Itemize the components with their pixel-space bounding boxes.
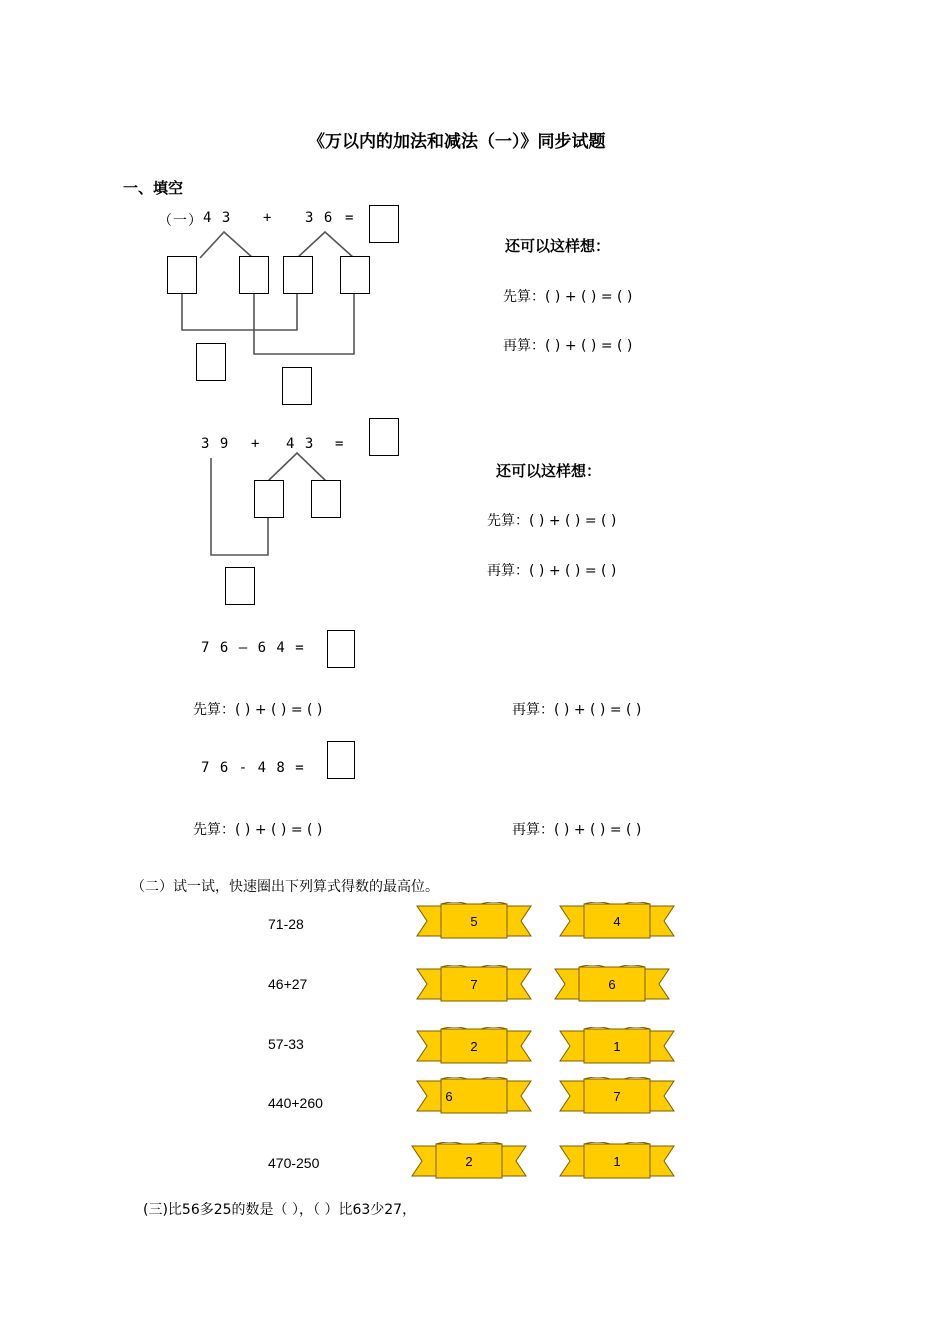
ribbon-option-1b[interactable]: [558, 902, 676, 942]
q1-operator: +: [263, 210, 273, 226]
calc-expression-3: 57-33: [268, 1036, 304, 1052]
calc-expression-4: 440+260: [268, 1095, 323, 1111]
ribbon-option-3a[interactable]: [415, 1027, 533, 1067]
section-heading-fill: 一、填空: [123, 179, 184, 197]
q2-hint-line-2: 再算：( ) + ( ) = ( ): [487, 563, 617, 579]
q2-addend-a: 3 9: [201, 436, 230, 452]
ribbon-number: 7: [613, 1089, 621, 1104]
q3-expression: 7 6 – 6 4 =: [201, 640, 305, 656]
calc-expression-1: 71-28: [268, 916, 304, 932]
ribbon-option-3b[interactable]: [558, 1027, 676, 1067]
q1-addend-a: 4 3: [203, 210, 232, 226]
ribbon-number: 2: [470, 1039, 478, 1054]
ribbon-option-5b[interactable]: [558, 1142, 676, 1182]
q2-split-box-1[interactable]: [254, 480, 284, 518]
ribbon-option-4a[interactable]: [415, 1077, 533, 1117]
page-title: 《万以内的加法和减法（一）》同步试题: [308, 132, 606, 152]
part1-label: （一）: [158, 213, 203, 229]
q3-answer-box[interactable]: [327, 630, 355, 668]
q2-hint-title: 还可以这样想：: [496, 462, 602, 480]
ribbon-number: 5: [470, 914, 478, 929]
ribbon-number: 6: [445, 1089, 453, 1104]
q1-hint-line-1: 先算：( ) + ( ) = ( ): [503, 289, 633, 305]
ribbon-number: 1: [613, 1154, 621, 1169]
ribbon-number: 6: [608, 977, 616, 992]
q4-answer-box[interactable]: [327, 741, 355, 779]
q2-answer-box[interactable]: [369, 418, 399, 456]
q1-split-box-2[interactable]: [239, 256, 269, 294]
q1-sum-box-2[interactable]: [282, 367, 312, 405]
ribbon-option-4b[interactable]: [558, 1077, 676, 1117]
q1-equals: =: [345, 210, 355, 226]
calc-expression-2: 46+27: [268, 976, 308, 992]
ribbon-number: 4: [613, 914, 621, 929]
q2-split-box-2[interactable]: [311, 480, 341, 518]
q2-sum-box[interactable]: [225, 567, 255, 605]
q1-hint-line-2: 再算：( ) + ( ) = ( ): [503, 338, 633, 354]
q4-expression: 7 6 - 4 8 =: [201, 760, 305, 776]
calc-expression-5: 470-250: [268, 1155, 320, 1171]
q2-addend-b: 4 3: [286, 436, 315, 452]
q4-first-step: 先算：( ) + ( ) = ( ): [193, 822, 323, 838]
ribbon-number: 1: [613, 1039, 621, 1054]
q2-equals: =: [335, 436, 345, 452]
q2-operator: +: [251, 436, 261, 452]
ribbon-option-2b[interactable]: [553, 965, 671, 1005]
q3-second-step: 再算：( ) + ( ) = ( ): [512, 702, 642, 718]
q1-split-box-1[interactable]: [167, 256, 197, 294]
q1-sum-box-1[interactable]: [196, 343, 226, 381]
q1-split-box-4[interactable]: [340, 256, 370, 294]
q1-split-box-3[interactable]: [283, 256, 313, 294]
q2-hint-line-1: 先算：( ) + ( ) = ( ): [487, 513, 617, 529]
q4-second-step: 再算：( ) + ( ) = ( ): [512, 822, 642, 838]
q1-addend-b: 3 6: [305, 210, 334, 226]
q1-hint-title: 还可以这样想：: [505, 237, 611, 255]
ribbon-number: 7: [470, 977, 478, 992]
q1-answer-box[interactable]: [369, 205, 399, 243]
q3-first-step: 先算：( ) + ( ) = ( ): [193, 702, 323, 718]
section-heading-highest-place: （二）试一试，快速圈出下列算式得数的最高位。: [131, 879, 439, 895]
section-3-question: (三)比56多25的数是（ ），（ ）比63少27，: [143, 1202, 417, 1218]
ribbon-option-5a[interactable]: [410, 1142, 528, 1182]
ribbon-option-1a[interactable]: [415, 902, 533, 942]
ribbon-number: 2: [465, 1154, 473, 1169]
ribbon-option-2a[interactable]: [415, 965, 533, 1005]
